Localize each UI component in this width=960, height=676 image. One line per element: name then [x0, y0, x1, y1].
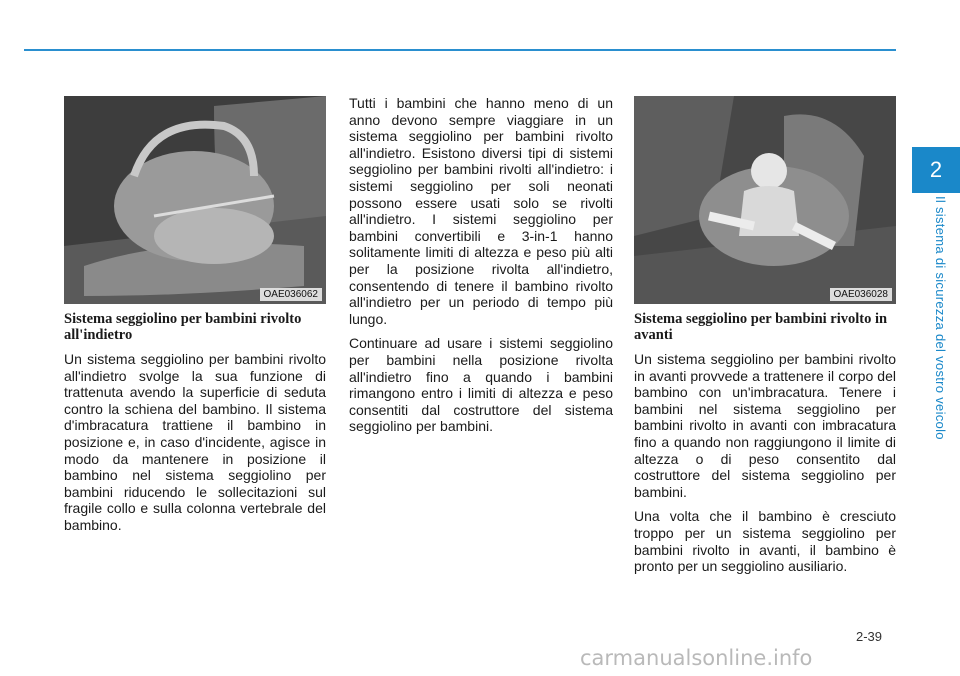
paragraph: Un sistema seggiolino per bambini rivolto all'indietro svolge la sua funzione di trattenuta avendo la superficie di seduta contro la schiena del bambino. Il sistema d'imbracatura trattiene il bambino in posizione e, in caso d'incidente, agisce in modo da mantenere in posizione il bambino nel sistema seggiolino per bambini riducendo le sollecitazioni sul fragile collo e sulla colonna vertebrale del bambino.	[64, 351, 326, 533]
column-1	[64, 311, 326, 542]
watermark: carmanualsonline.info	[580, 646, 813, 670]
page-number: 2-39	[856, 629, 883, 644]
header-rule	[24, 49, 896, 51]
paragraph: Tutti i bambini che hanno meno di un anno devono sempre viaggiare in un sistema seggiolino per bambini rivolto all'indietro. Esistono diversi tipi di sistemi seggiolino per bambini rivolti all'indietro: i sistemi seggiolino per soli neonati possono essere usati solo se rivolti all'indietro. I sistemi seggiolino per bambini convertibili e 3-in-1 hanno solitamente limiti di altezza e peso più alti per la posizione rivolta all'indietro, consentendo di tenere il bambino rivolto all'indietro per un periodo di tempo più lungo.	[349, 95, 613, 327]
figure-code: OAE036028	[830, 288, 893, 301]
chapter-title: Il sistema di sicurezza del vostro veicolo	[933, 196, 948, 440]
chapter-number: 2	[929, 157, 943, 182]
paragraph: Continuare ad usare i sistemi seggiolino per bambini nella posizione rivolta all'indietro fino a quando i bambini rimangono entro i limiti di altezza e peso consentiti dal costruttore del sistema seggiolino per bambini.	[349, 335, 613, 435]
column-3	[634, 311, 896, 583]
paragraph: Un sistema seggiolino per bambini rivolto in avanti provvede a trattenere il corpo del bambino con un'imbracatura. Tenere i bambini nel sistema seggiolino per bambini rivolto in avanti con imbracatura fino a quando non raggiungono il limite di altezza o di peso consentito dal costruttore del sistema seggiolino per bambini.	[634, 351, 896, 500]
paragraph: Una volta che il bambino è cresciuto troppo per un sistema seggiolino per bambini rivolto in avanti, il bambino è pronto per un seggiolino ausiliario.	[634, 508, 896, 575]
figure-code: OAE036062	[260, 288, 323, 301]
chapter-tab	[912, 147, 960, 193]
column-2	[349, 95, 613, 443]
rear-facing-seat-photo	[64, 96, 326, 304]
figure-caption: Sistema seggiolino per bambini rivolto in avanti	[634, 311, 888, 343]
forward-facing-seat-photo	[634, 96, 896, 304]
figure-caption: Sistema seggiolino per bambini rivolto all'indietro	[64, 311, 302, 343]
